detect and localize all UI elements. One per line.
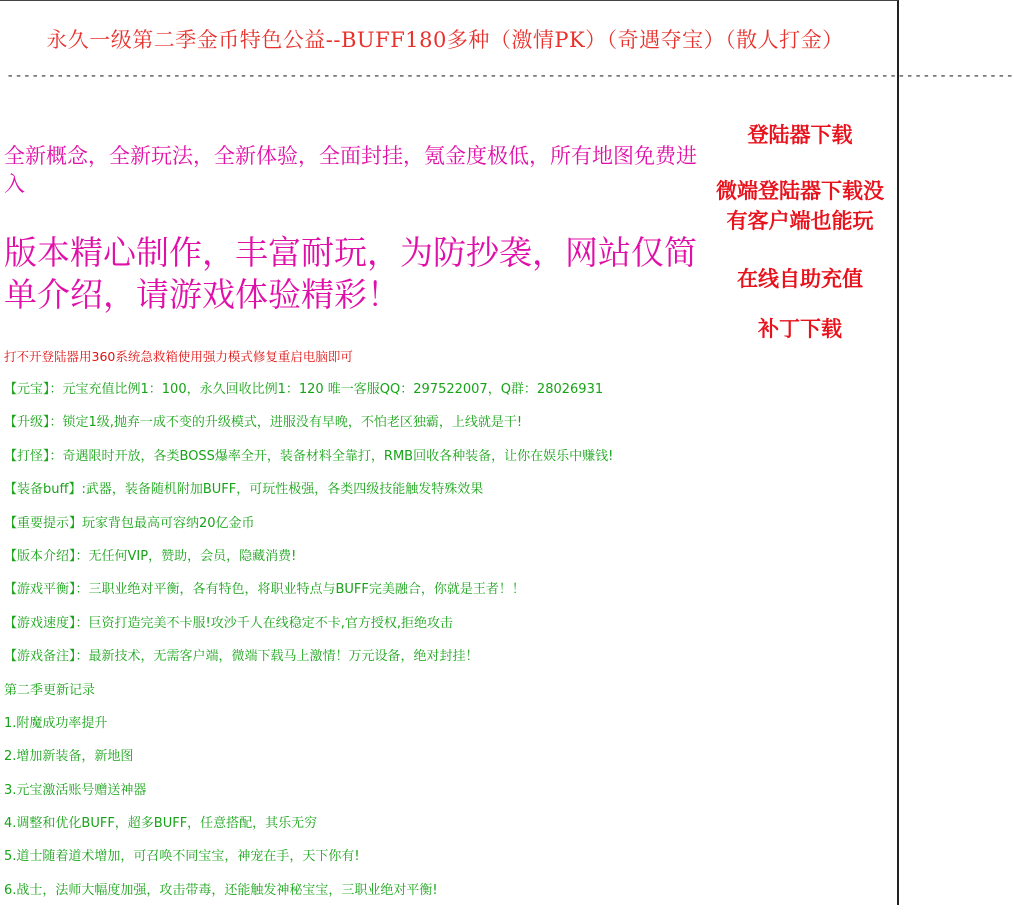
update-item-2: 2.增加新装备，新地图 (4, 749, 134, 765)
info-levelup: 【升级】：锁定1级,抛弃一成不变的升级模式，进服没有早晚，不怕老区独霸，上线就是干! (4, 415, 523, 431)
online-recharge-link[interactable]: 在线自助充值 (737, 267, 863, 291)
dashed-divider: ------------------------------------------------------------------------------------------------------------------------- (6, 68, 1014, 84)
info-version-intro: 【版本介绍】：无任何VIP，赞助，会员，隐藏消费! (4, 548, 297, 564)
update-item-4: 4.调整和优化BUFF，超多BUFF，任意搭配，其乐无穷 (4, 816, 318, 832)
update-item-6: 6.战士，法师大幅度加强，攻击带毒，还能触发神秘宝宝，三职业绝对平衡! (4, 882, 438, 898)
patch-download-link[interactable]: 补丁下载 (758, 317, 842, 341)
micro-launcher-download-link[interactable]: 微端登陆器下载没有客户端也能玩 (716, 179, 884, 233)
update-item-5: 5.道士随着道术增加，可召唤不同宝宝，神宠在手，天下你有! (4, 849, 360, 865)
update-log-heading: 第二季更新记录 (4, 682, 96, 698)
info-speed: 【游戏速度】：巨资打造完美不卡服!攻沙千人在线稳定不卡,官方授权,拒绝攻击 (4, 615, 453, 631)
info-equip-buff: 【装备buff】:武器，装备随机附加BUFF，可玩性极强，各类四级技能触发特殊效果 (4, 482, 484, 498)
info-notes: 【游戏备注】：最新技术，无需客户端，微端下载马上激情！万元设备，绝对封挂！ (4, 649, 479, 665)
headline-text: 版本精心制作，丰富耐玩，为防抄袭，网站仅简单介绍，请游戏体验精彩！ (4, 233, 697, 314)
launcher-download-link[interactable]: 登陆器下载 (747, 123, 853, 147)
intro-text: 全新概念，全新玩法，全新体验，全面封挂，氪金度极低，所有地图免费进入 (4, 144, 697, 196)
sidebar-links (715, 120, 885, 344)
info-monsters: 【打怪】：奇遇限时开放，各类BOSS爆率全开，装备材料全靠打，RMB回收各种装备，让你在娱乐中赚钱! (4, 448, 614, 464)
info-important-tip: 【重要提示】玩家背包最高可容纳20亿金币 (4, 515, 255, 531)
update-item-3: 3.元宝激活账号赠送神器 (4, 782, 147, 798)
page-title: 永久一级第二季金币特色公益--BUFF180多种（激情PK）（奇遇夺宝）（散人打金） (46, 28, 844, 52)
launcher-notice: 打不开登陆器用360系统急救箱使用强力模式修复重启电脑即可 (4, 349, 353, 364)
info-list (4, 380, 704, 914)
info-balance: 【游戏平衡】：三职业绝对平衡，各有特色，将职业特点与BUFF完美融合，你就是王者！！ (4, 582, 525, 598)
update-item-1: 1.附魔成功率提升 (4, 715, 108, 731)
info-yuanbao: 【元宝】：元宝充值比例1：100，永久回收比例1：120 唯一客服QQ：297522007，Q群：28026931 (4, 382, 604, 397)
